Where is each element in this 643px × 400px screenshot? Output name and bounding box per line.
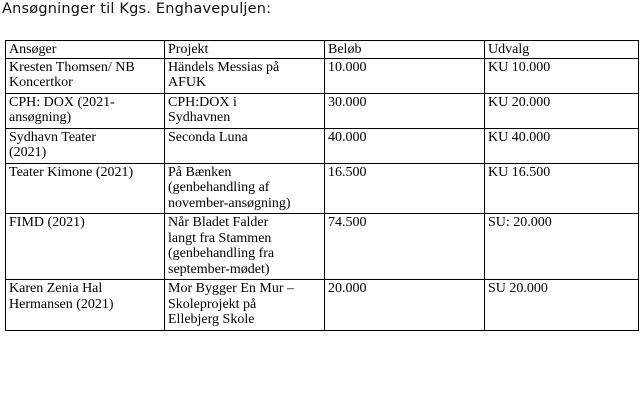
committee-cell: KU 16.500 (485, 163, 639, 214)
project-cell: Mor Bygger En Mur – Skoleprojekt på Ellebjerg Skole (165, 280, 325, 331)
column-header-amount: Beløb (325, 41, 485, 59)
amount-cell: 16.500 (325, 163, 485, 214)
amount-cell: 10.000 (325, 58, 485, 93)
committee-cell: SU: 20.000 (485, 214, 639, 280)
column-header-project: Projekt (165, 41, 325, 59)
applicant-cell: FIMD (2021) (6, 214, 165, 280)
applicant-cell: CPH: DOX (2021- ansøgning) (6, 93, 165, 128)
document-heading: Ansøgninger til Kgs. Enghavepuljen: (2, 1, 272, 17)
applicant-cell: Sydhavn Teater (2021) (6, 128, 165, 163)
project-cell: På Bænken (genbehandling af november-ansøgning) (165, 163, 325, 214)
committee-cell: SU 20.000 (485, 280, 639, 331)
table-row (6, 93, 639, 128)
applicant-cell: Karen Zenia Hal Hermansen (2021) (6, 280, 165, 331)
applicant-cell: Kresten Thomsen/ NB Koncertkor (6, 58, 165, 93)
committee-cell: KU 10.000 (485, 58, 639, 93)
amount-cell: 40.000 (325, 128, 485, 163)
column-header-applicant: Ansøger (6, 41, 165, 59)
table-header-row (6, 41, 639, 59)
table-row (6, 128, 639, 163)
project-cell: Händels Messias på AFUK (165, 58, 325, 93)
table-row (6, 214, 639, 280)
committee-cell: KU 40.000 (485, 128, 639, 163)
grant-applications-table (5, 40, 639, 331)
applicant-cell: Teater Kimone (2021) (6, 163, 165, 214)
amount-cell: 20.000 (325, 280, 485, 331)
amount-cell: 74.500 (325, 214, 485, 280)
table-row (6, 163, 639, 214)
amount-cell: 30.000 (325, 93, 485, 128)
table-row (6, 280, 639, 331)
column-header-committee: Udvalg (485, 41, 639, 59)
table-row (6, 58, 639, 93)
project-cell: CPH:DOX i Sydhavnen (165, 93, 325, 128)
committee-cell: KU 20.000 (485, 93, 639, 128)
project-cell: Seconda Luna (165, 128, 325, 163)
project-cell: Når Bladet Falder langt fra Stammen (genbehandling fra september-mødet) (165, 214, 325, 280)
